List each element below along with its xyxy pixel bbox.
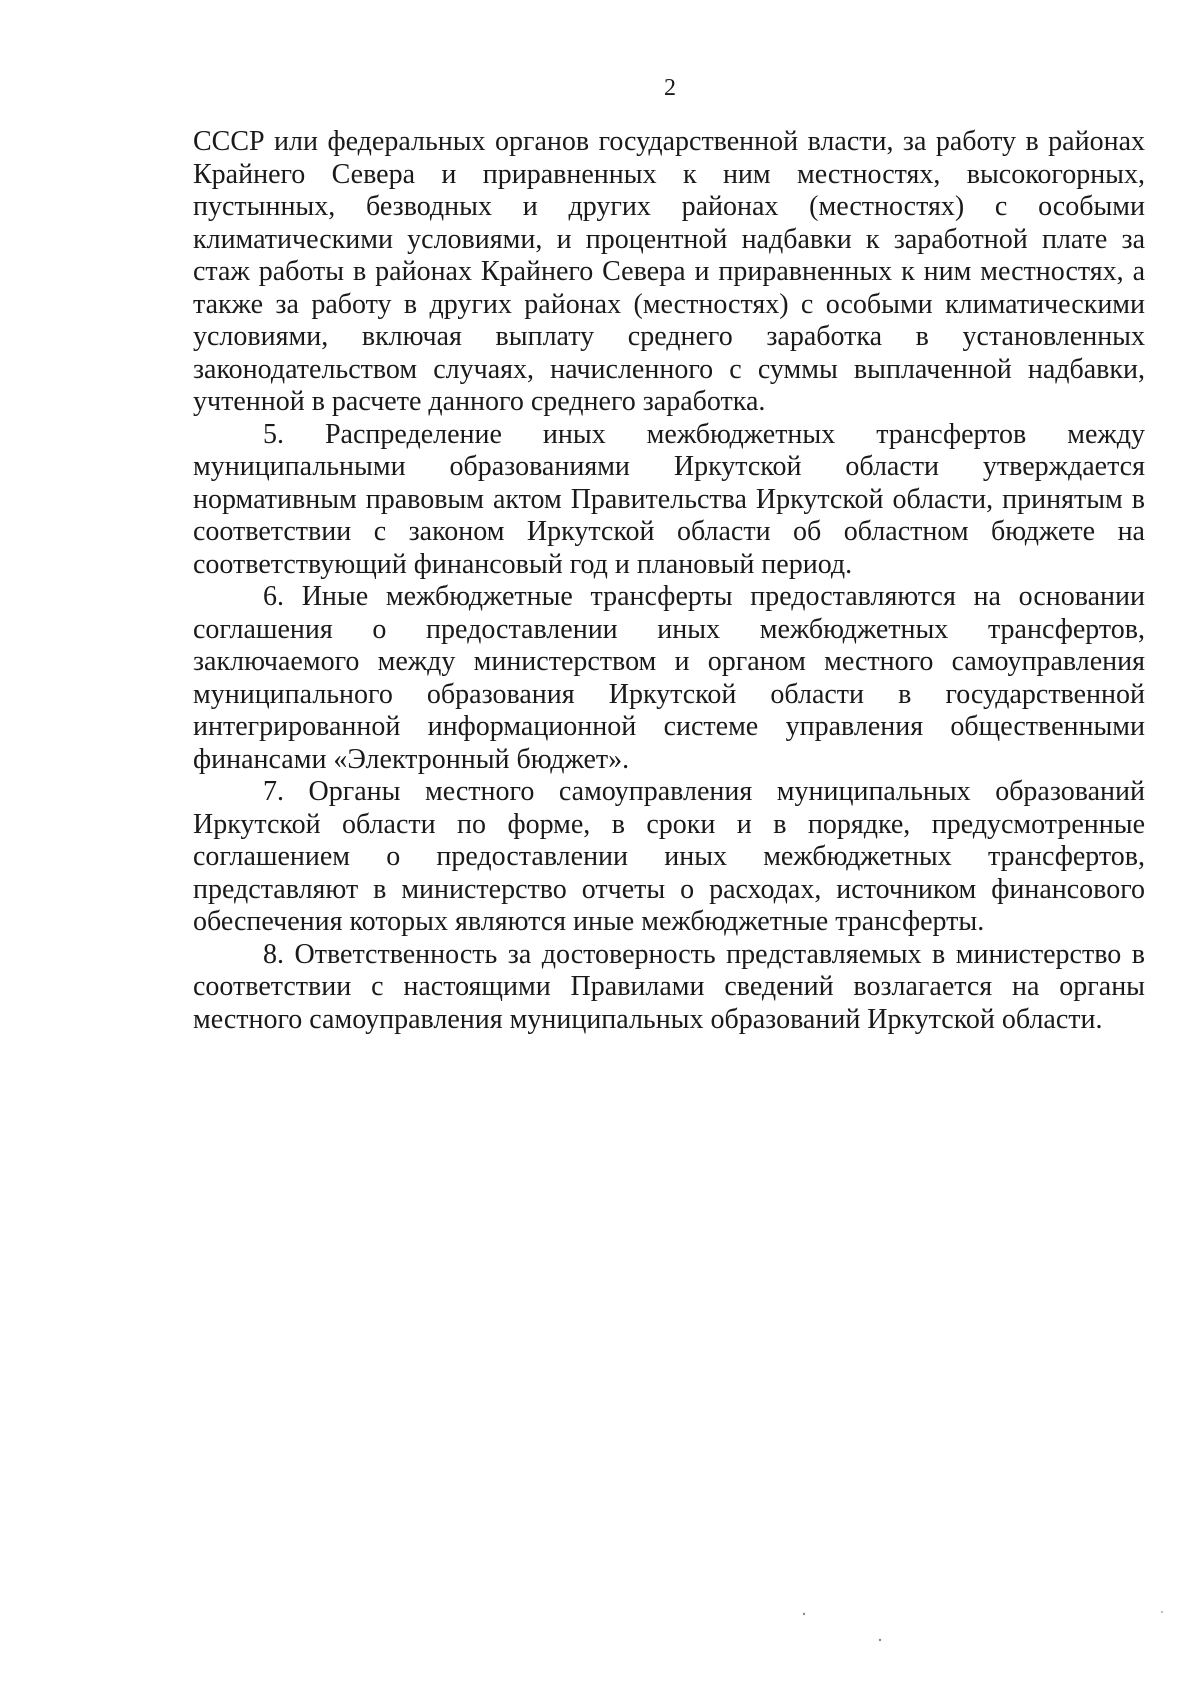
scan-speck [803, 1613, 805, 1615]
scan-speck [1161, 1611, 1163, 1613]
paragraph-item-8: 8. Ответственность за достоверность представляемых в министерство в соответствии с настоящими Правилами сведений возлагается на органы местного самоуправления муниципальных образований Иркутской области. [193, 938, 1145, 1035]
scan-speck [879, 1639, 881, 1641]
document-body [193, 126, 1145, 1036]
paragraph-item-7: 7. Органы местного самоуправления муниципальных образований Иркутской области по форме, в сроки и в порядке, предусмотренные соглашением о предоставлении иных межбюджетных трансфертов, представляют в министерство отчеты о расходах, источником финансового обеспечения которых являются иные межбюджетные трансферты. [193, 776, 1145, 937]
page-number: 2 [664, 75, 676, 101]
paragraph-item-6: 6. Иные межбюджетные трансферты предоставляются на основании соглашения о предоставлении иных межбюджетных трансфертов, заключаемого между министерством и органом местного самоуправления муниципального образования Иркутской области в государственной интегрированной информационной системе управления общественными финансами «Электронный бюджет». [193, 581, 1145, 775]
paragraph-continuation: СССР или федеральных органов государственной власти, за работу в районах Крайнего Севера и приравненных к ним местностях, высокогорных, пустынных, безводных и других районах (местностях) с особыми климатическими условиями, и процентной надбавки к заработной плате за стаж работы в районах Крайнего Севера и приравненных к ним местностях, а также за работу в других районах (местностях) с особыми климатическими условиями, включая выплату среднего заработка в установленных законодательством случаях, начисленного с суммы выплаченной надбавки, учтенной в расчете данного среднего заработка. [193, 126, 1145, 417]
paragraph-item-5: 5. Распределение иных межбюджетных трансфертов между муниципальными образованиями Иркутской области утверждается нормативным правовым актом Правительства Иркутской области, принятым в соответствии с законом Иркутской области об областном бюджете на соответствующий финансовый год и плановый период. [193, 418, 1145, 580]
